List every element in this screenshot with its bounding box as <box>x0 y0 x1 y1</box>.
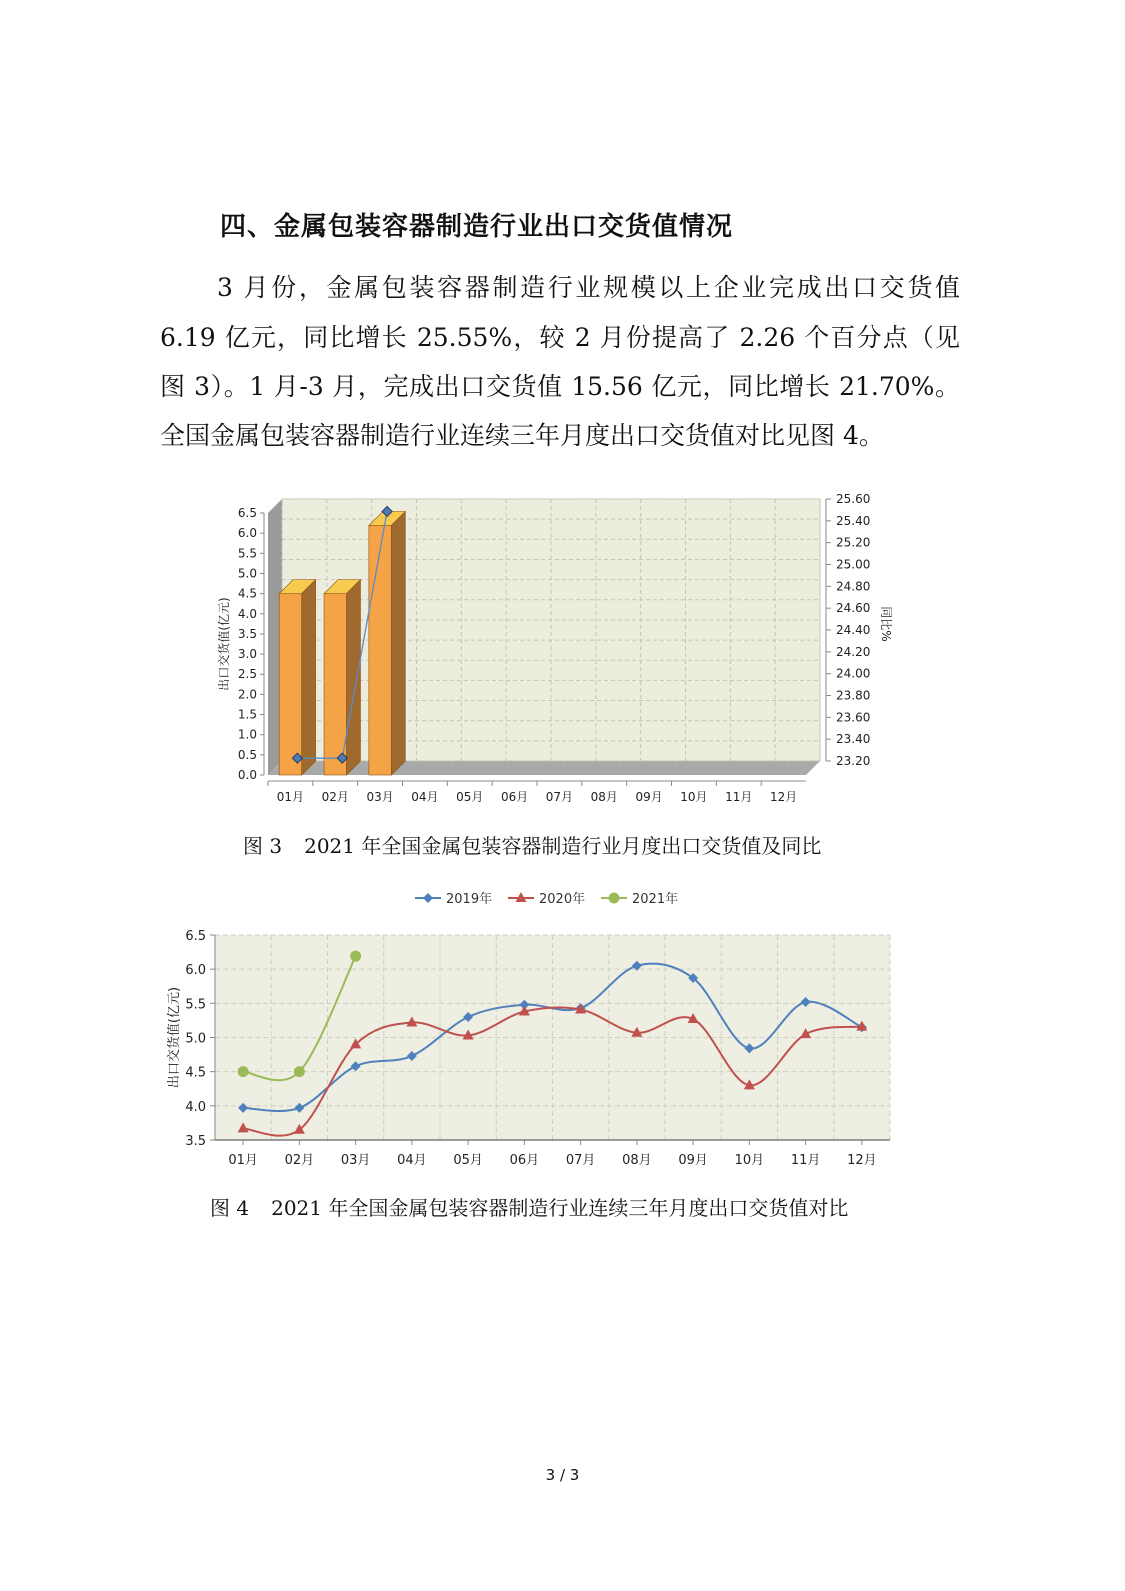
y-tick-label: 2.0 <box>237 687 257 702</box>
x-tick-label: 08月 <box>622 1153 652 1168</box>
y-tick-label: 6.5 <box>185 929 206 944</box>
paragraph-line: 6.19 亿元，同比增长 25.55%，较 2 月份提高了 2.26 个百分点（见 <box>160 323 960 352</box>
section-heading: 四、金属包装容器制造行业出口交货值情况 <box>220 212 734 242</box>
x-tick-label: 12月 <box>769 790 798 804</box>
figure3-caption-text: 2021 年全国金属包装容器制造行业月度出口交货值及同比 <box>304 834 822 858</box>
x-tick-label: 10月 <box>734 1153 765 1168</box>
paragraph-line: 3 月份，金属包装容器制造行业规模以上企业完成出口交货值 <box>217 273 960 302</box>
y-tick-label: 0.5 <box>237 747 257 762</box>
bar-side <box>346 580 360 775</box>
x-tick-label: 08月 <box>590 790 618 804</box>
y-tick-label: 6.0 <box>237 526 257 541</box>
y-tick-label: 5.5 <box>237 546 257 561</box>
x-tick-label: 04月 <box>411 790 439 804</box>
y-tick-label-right: 23.60 <box>836 710 871 725</box>
y-tick-label-right: 25.60 <box>836 492 871 506</box>
series-point <box>238 1066 249 1077</box>
bar <box>324 594 346 775</box>
y-tick-label-right: 24.60 <box>836 601 871 616</box>
paragraph-line: 图 3）。1 月-3 月，完成出口交货值 15.56 亿元，同比增长 21.70%。 <box>160 372 960 401</box>
y-tick-label-right: 25.00 <box>836 557 871 572</box>
legend-label: 2021年 <box>632 892 679 907</box>
y-tick-label: 1.0 <box>237 727 257 742</box>
y-tick-label: 5.0 <box>185 1031 206 1047</box>
figure4-chart <box>0 875 1125 1175</box>
x-tick-label: 05月 <box>456 790 484 804</box>
x-tick-label: 09月 <box>635 790 663 804</box>
y-tick-label: 5.5 <box>185 997 206 1013</box>
y-tick-label: 6.0 <box>185 963 206 979</box>
legend-marker <box>423 893 433 903</box>
y-tick-label-right: 24.80 <box>836 579 871 594</box>
plot-back-wall <box>282 499 820 761</box>
y-tick-label: 5.0 <box>237 566 257 581</box>
y-tick-label-right: 23.40 <box>836 732 871 747</box>
y-tick-label: 4.5 <box>185 1065 206 1081</box>
legend-label: 2019年 <box>446 892 493 907</box>
series-point <box>294 1066 305 1077</box>
y-tick-label-right: 23.20 <box>836 754 871 768</box>
y-tick-label: 4.0 <box>185 1099 206 1115</box>
bar <box>279 594 301 775</box>
figure4-caption-text: 2021 年全国金属包装容器制造行业连续三年月度出口交货值对比 <box>271 1196 849 1220</box>
x-tick-label: 02月 <box>284 1153 315 1168</box>
x-tick-label: 04月 <box>397 1153 427 1168</box>
x-tick-label: 07月 <box>545 790 574 804</box>
y-tick-label: 0.0 <box>237 768 257 782</box>
y-tick-label-right: 24.40 <box>836 623 871 637</box>
bar-side <box>391 511 405 775</box>
y-axis-right-title: 同比% <box>879 606 893 642</box>
y-tick-label: 2.5 <box>237 667 257 682</box>
y-tick-label: 3.0 <box>237 647 257 662</box>
y-tick-label: 4.0 <box>237 606 257 621</box>
figure3-chart <box>0 470 1125 820</box>
x-tick-label: 10月 <box>680 790 708 804</box>
x-tick-label: 01月 <box>228 1153 258 1168</box>
y-tick-label-right: 25.40 <box>836 513 871 528</box>
bar <box>369 525 391 775</box>
y-tick-label: 6.5 <box>237 506 257 520</box>
x-tick-label: 11月 <box>725 790 753 804</box>
y-tick-label: 1.5 <box>237 707 257 722</box>
x-tick-label: 03月 <box>340 1153 371 1168</box>
legend-marker <box>609 893 620 904</box>
legend-label: 2020年 <box>539 892 586 907</box>
figure3-caption-number: 图 3 <box>243 834 283 858</box>
bar-side <box>302 580 316 775</box>
y-tick-label-right: 24.00 <box>836 666 871 681</box>
x-tick-label: 09月 <box>678 1153 708 1168</box>
y-axis-title: 出口交货值(亿元) <box>167 986 182 1089</box>
y-tick-label: 4.5 <box>237 586 257 601</box>
x-tick-label: 12月 <box>847 1153 877 1168</box>
y-axis-title: 出口交货值(亿元) <box>217 597 231 691</box>
x-tick-label: 07月 <box>565 1153 596 1168</box>
figure4-caption-number: 图 4 <box>210 1196 250 1220</box>
x-tick-label: 01月 <box>276 790 305 804</box>
series-point <box>350 951 361 962</box>
y-tick-label: 3.5 <box>237 626 257 641</box>
y-tick-label-right: 24.20 <box>836 644 871 659</box>
figure3-caption <box>243 830 821 859</box>
x-tick-label: 02月 <box>321 790 349 804</box>
x-tick-label: 05月 <box>453 1153 483 1168</box>
x-tick-label: 11月 <box>790 1153 821 1168</box>
x-tick-label: 06月 <box>500 790 529 804</box>
y-tick-label-right: 23.80 <box>836 688 871 703</box>
page-number: 3 / 3 <box>545 1466 580 1484</box>
x-tick-label: 03月 <box>366 790 394 804</box>
x-tick-label: 06月 <box>509 1153 540 1168</box>
y-tick-label: 3.5 <box>185 1134 206 1149</box>
y-tick-label-right: 25.20 <box>836 535 871 550</box>
figure4-caption <box>210 1192 848 1221</box>
paragraph-line: 全国金属包装容器制造行业连续三年月度出口交货值对比见图 4。 <box>160 421 884 450</box>
